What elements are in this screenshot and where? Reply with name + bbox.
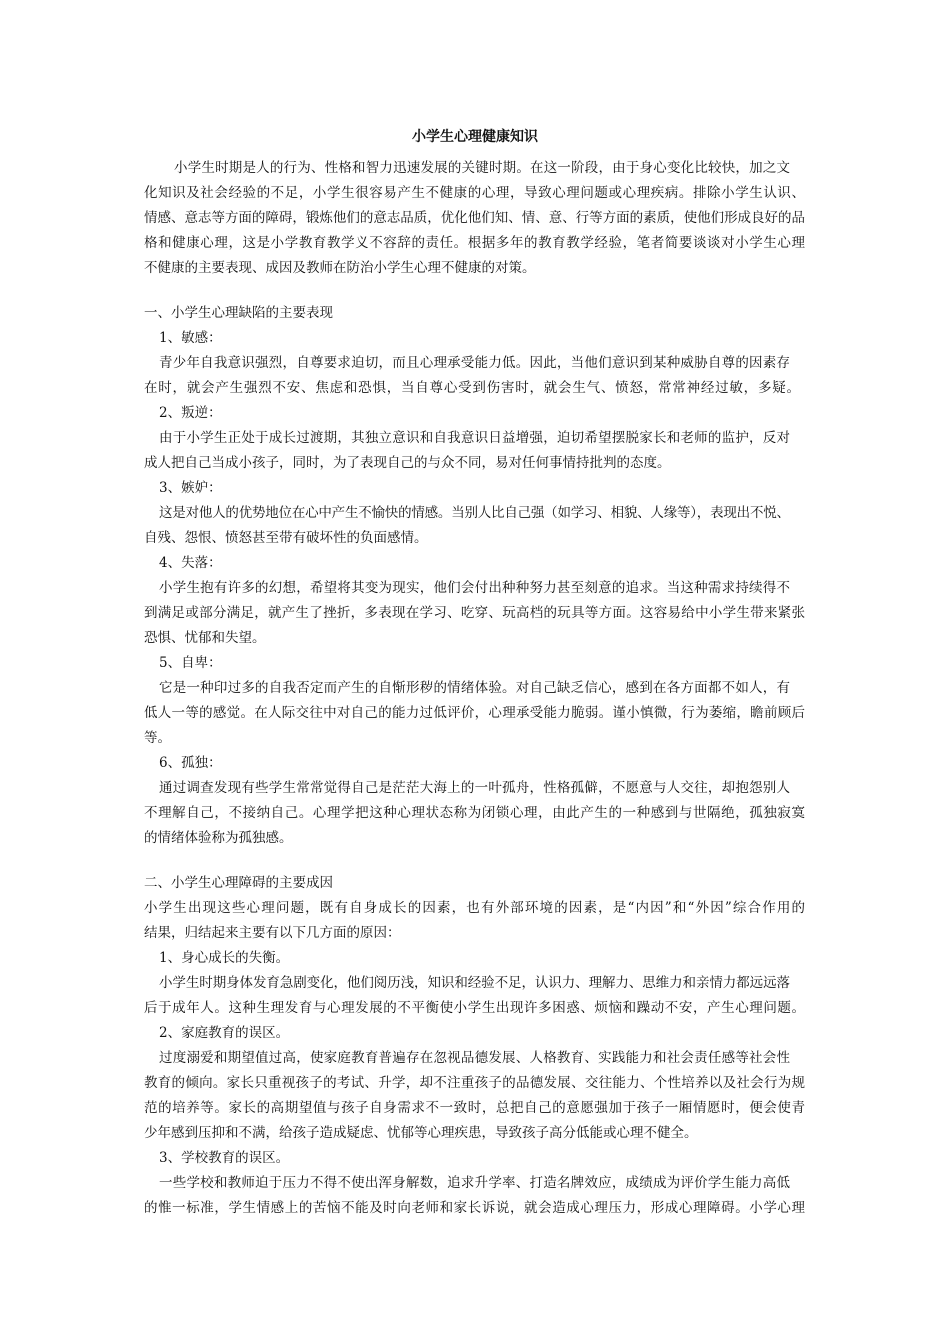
body-text-line: 这是对他人的优势地位在心中产生不愉快的情感。当别人比自己强（如学习、相貌、人缘等），表现出不悦、 [159,505,790,521]
body-text-line: 一些学校和教师迫于压力不得不使出浑身解数，追求升学率、打造名牌效应，成绩成为评价学生能力高低 [159,1175,791,1191]
body-text-line: 小学生出现这些心理问题，既有自身成长的因素，也有外部环境的因素，是“内因”和“外因”综合作用的 [144,900,807,916]
body-text-line: 由于小学生正处于成长过渡期，其独立意识和自我意识日益增强，迫切希望摆脱家长和老师的监护，反对 [159,430,791,446]
body-text-line: 结果，归结起来主要有以下几方面的原因： [144,925,401,941]
body-text-line: 到满足或部分满足，就产生了挫折，多表现在学习、吃穿、玩高档的玩具等方面。这容易给中小学生带来紧张 [144,605,806,621]
body-text-line: 等。 [144,730,171,746]
body-text-line: 情感、意志等方面的障碍，锻炼他们的意志品质，优化他们知、情、意、行等方面的素质，使他们形成良好的品 [144,210,806,226]
body-text-line: 小学生抱有许多的幻想，希望将其变为现实，他们会付出种种努力甚至刻意的追求。当这种需求持续得不 [159,580,791,596]
subsection-heading: 1、身心成长的失衡。 [159,950,290,966]
body-text-line: 教育的倾向。家长只重视孩子的考试、升学，却不注重孩子的品德发展、交往能力、个性培养以及社会行为规 [144,1075,806,1091]
body-text-line: 自残、怨恨、愤怒甚至带有破坏性的负面感情。 [144,530,428,546]
body-text-line: 不理解自己，不接纳自己。心理学把这种心理状态称为闭锁心理，由此产生的一种感到与世隔绝，孤独寂寞 [144,805,806,821]
body-text-line: 恐惧、忧郁和失望。 [144,630,266,646]
body-text-line: 低人一等的感觉。在人际交往中对自己的能力过低评价，心理承受能力脆弱。谨小慎微，行为萎缩，瞻前顾后 [144,705,806,721]
document-title: 小学生心理健康知识 [412,129,538,145]
subsection-heading: 2、家庭教育的误区。 [159,1025,290,1041]
body-text-line: 过度溺爱和期望值过高，使家庭教育普遍存在忽视品德发展、人格教育、实践能力和社会责任感等社会性 [159,1050,791,1066]
body-text-line: 它是一种印过多的自我否定而产生的自惭形秽的情绪体验。对自己缺乏信心，感到在各方面都不如人，有 [159,680,791,696]
body-text-line: 后于成年人。这种生理发育与心理发展的不平衡使小学生出现许多困惑、烦恼和躁动不安，产生心理问题。 [144,1000,806,1016]
subsection-heading: 3、嫉妒： [159,480,222,496]
body-text-line: 在时，就会产生强烈不安、焦虑和恐惧，当自尊心受到伤害时，就会生气、愤怒，常常神经过敏，多疑。 [144,380,801,396]
body-text-line: 成人把自己当成小孩子，同时，为了表现自己的与众不同，易对任何事情持批判的态度。 [144,455,671,471]
body-text-line: 青少年自我意识强烈，自尊要求迫切，而且心理承受能力低。因此，当他们意识到某种威胁自尊的因素存 [159,355,791,371]
subsection-heading: 2、叛逆： [159,405,222,421]
subsection-heading: 1、敏感： [159,330,222,346]
body-text-line: 化知识及社会经验的不足，小学生很容易产生不健康的心理，导致心理问题或心理疾病。排除小学生认识、 [144,185,806,201]
body-text-line: 范的培养等。家长的高期望值与孩子自身需求不一致时，总把自己的意愿强加于孩子一厢情愿时，便会使青 [144,1100,806,1116]
body-text-line: 格和健康心理，这是小学教育教学义不容辞的责任。根据多年的教育教学经验，笔者简要谈谈对小学生心理 [144,235,806,251]
body-text-line: 小学生时期是人的行为、性格和智力迅速发展的关键时期。在这一阶段，由于身心变化比较快，加之文 [174,160,791,176]
body-text-line: 通过调查发现有些学生常常觉得自己是茫茫大海上的一叶孤舟，性格孤僻，不愿意与人交往，却抱怨别人 [159,780,791,796]
section-heading: 一、小学生心理缺陷的主要表现 [144,305,333,321]
section-heading: 二、小学生心理障碍的主要成因 [144,875,333,891]
body-text-line: 小学生时期身体发育急剧变化，他们阅历浅，知识和经验不足，认识力、理解力、思维力和亲情力都远远落 [159,975,790,991]
subsection-heading: 3、学校教育的误区。 [159,1150,290,1166]
body-text-line: 少年感到压抑和不满，给孩子造成疑虑、忧郁等心理疾患，导致孩子高分低能或心理不健全。 [144,1125,698,1141]
body-text-line: 的惟一标准，学生情感上的苦恼不能及时向老师和家长诉说，就会造成心理压力，形成心理障碍。小学心理 [144,1200,806,1216]
body-text-line: 的情绪体验称为孤独感。 [144,830,293,846]
subsection-heading: 4、失落： [159,555,222,571]
body-text-line: 不健康的主要表现、成因及教师在防治小学生心理不健康的对策。 [144,260,536,276]
subsection-heading: 6、孤独： [159,755,222,771]
subsection-heading: 5、自卑： [159,655,222,671]
